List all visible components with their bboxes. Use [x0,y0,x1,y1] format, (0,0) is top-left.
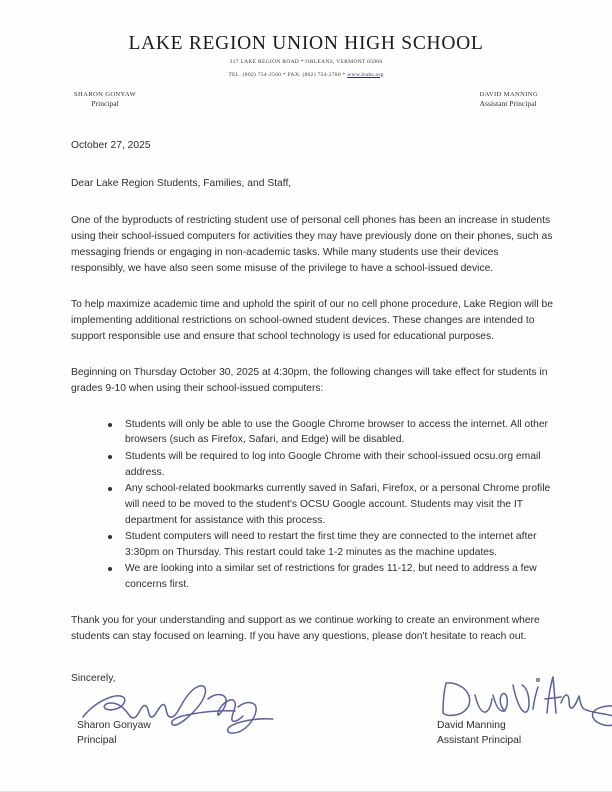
principal-name: SHARON GONYAW [74,90,137,98]
paragraph-2: To help maximize academic time and uphold the spirit of our no cell phone procedure, Lake Region will be implementing additional restrictions on school-owned student devices. These changes are intended to support responsible use and ensure that school technology is used for educational purposes. [71,298,553,342]
officers-row [0,90,612,110]
paragraph-closing: Thank you for your understanding and support as we continue working to create an environment where students can stay focused on learning. If you have any questions, please don't hesitate to reach out. [71,614,540,642]
signature-area [71,671,554,776]
paragraph-1: One of the byproducts of restricting student use of personal cell phones has been an increase in students using their school-issued computers for activities they may have previously done on their phones, such as messaging friends or engaging in non-academic tasks. While many students use their devices responsibly, we have also seen some misuse of the privilege to have a school-issued device. [71,215,553,274]
list-item: Student computers will need to restart the first time they are connected to the internet after 3:30pm on Thursday. This restart could take 1-2 minutes as the machine updates. [106,529,554,560]
letterhead [0,0,612,109]
signature-name-assistant-principal: David Manning [437,719,506,731]
signature-title-assistant-principal: Assistant Principal [437,734,522,746]
signature-block-assistant-principal [437,719,521,749]
list-item: Any school-related bookmarks currently saved in Safari, Firefox, or a personal Chrome profile will need to be moved to the student's OCSU Google account. Students may visit the IT department for assistance with this process. [106,481,554,528]
assistant-principal-name: DAVID MANNING [479,90,538,98]
principal-title: Principal [91,98,119,108]
assistant-principal-title: Assistant Principal [479,98,537,108]
school-phone-fax: TEL. (802) 754-2500 * FAX: (802) 754-2780 * [228,71,348,78]
school-address: 317 LAKE REGION ROAD * ORLEANS, VERMONT 05860 [229,59,383,66]
assistant-principal-block [480,90,538,110]
salutation: Dear Lake Region Students, Families, and Staff, [71,178,292,190]
school-name: LAKE REGION UNION HIGH SCHOOL [128,33,484,54]
paragraph-3: Beginning on Thursday October 30, 2025 at 4:30pm, the following changes will take effect for students in grades 9-10 when using their school-issued computers: [71,366,548,394]
letter-body [0,138,612,775]
signature-name-principal: Sharon Gonyaw [77,719,151,731]
list-item: Students will only be able to use the Google Chrome browser to access the internet. All other browsers (such as Firefox, Safari, and Edge) will be disabled. [106,417,554,448]
signature-block-principal [77,719,151,749]
closing-word: Sincerely, [71,672,116,684]
school-website-link[interactable]: www.lruhs.org [347,71,384,78]
letter-date: October 27, 2025 [71,140,151,152]
changes-list [71,417,554,593]
list-item: Students will be required to log into Google Chrome with their school-issued ocsu.org email address. [106,449,554,480]
signature-title-principal: Principal [77,734,117,746]
school-contact [0,71,612,79]
principal-block [74,90,136,110]
list-item: We are looking into a similar set of restrictions for grades 11-12, but need to address a few concerns first. [106,561,554,592]
